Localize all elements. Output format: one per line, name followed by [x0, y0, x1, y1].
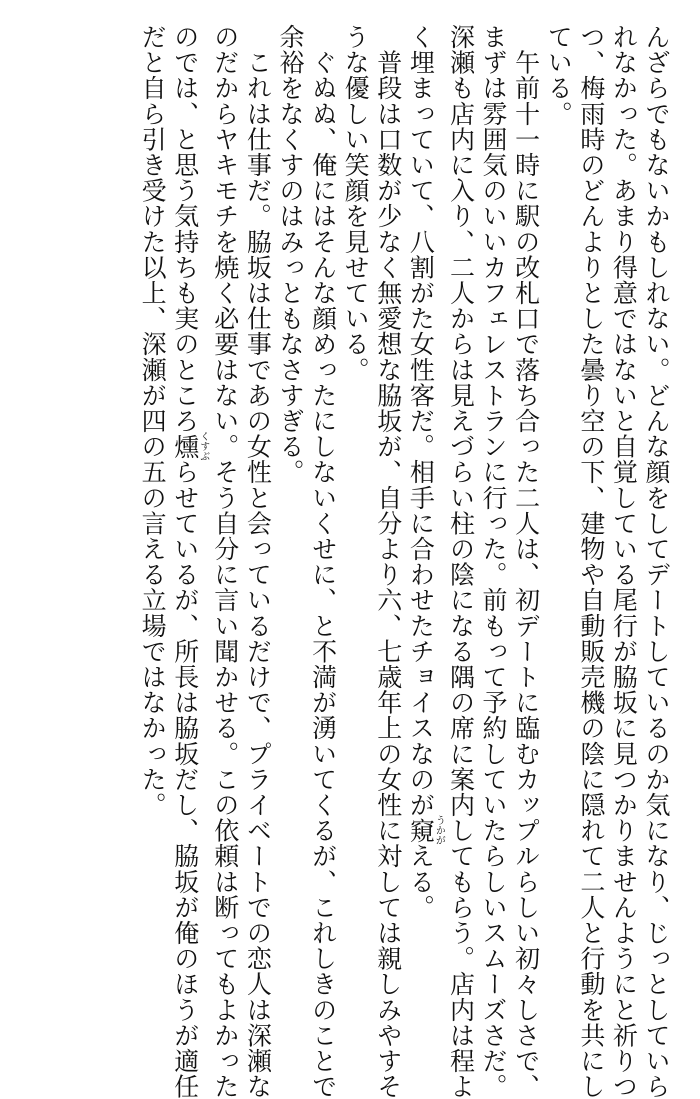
- text-line-7: 深瀬も店内に入り、二人からは見えづらい柱の陰になる隅の席に案内してもらう。店内は程よ: [446, 24, 476, 1099]
- text-line-10: うな優しい笑顔を見せている。: [341, 24, 371, 383]
- text-line-9: 普段は口数が少なく無愛想な脇坂が、自分より六、七歳年上の女性に対しては親しみやすそ: [373, 24, 403, 1099]
- ruby-reading: うかが: [433, 815, 445, 846]
- ruby-reading-2: くすぶ: [197, 431, 209, 462]
- text-line-15: [168, 24, 209, 1099]
- text-line-11: ぐぬぬ、俺にはそんな顔めったにしないくせに、と不満が湧いてくるが、これしきのことで: [308, 24, 338, 1099]
- ruby-base: 窺: [406, 815, 436, 846]
- text-line-3: つ、梅雨時のどんよりとした曇り空の下、建物や自動販売機の陰に隠れて二人と行動を共にし: [576, 24, 606, 1099]
- text-line-12: 余裕をなくすのはみっともなさすぎる。: [275, 24, 305, 485]
- text-line-8-head: く埋まっていて、八割がた女性客だ。相手に合わせたチョイスなのが: [406, 24, 436, 818]
- text-line-2: れなかった。あまり得意ではないと自覚している尾行が脇坂に見つかりませんようにと祈りつ: [609, 24, 639, 1099]
- furigana-ruby: [406, 815, 445, 846]
- text-line-15-head: のでは、と思う気持ちも実のところ: [170, 24, 200, 434]
- text-line-5: 午前十一時に駅の改札口で落ち合った二人は、初デートに臨むカップルらしい初々しさで、: [511, 24, 541, 1099]
- text-line-4: ている。: [544, 24, 574, 127]
- text-line-14: のだからヤキモチを焼く必要はない。そう自分に言い聞かせる。この依頼は断ってもよかった: [210, 24, 240, 1099]
- ruby-base-2: 燻: [170, 431, 200, 462]
- text-line-8: [404, 24, 444, 999]
- text-line-15-tail: らせているが、所長は脇坂だし、脇坂が俺のほうが適任: [170, 459, 200, 1099]
- text-line-13: これは仕事だ。脇坂は仕事であの女性と会っているだけで、プライベートでの恋人は深瀬な: [243, 24, 273, 1099]
- text-line-6: まずは雰囲気のいいカフェレストランに行った。前もって予約していたらしいスムーズさだ。: [479, 24, 509, 1099]
- text-line-8-tail: える。: [406, 843, 436, 921]
- text-line-16: だと自ら引き受けた以上、深瀬が四の五の言える立場ではなかった。: [138, 24, 168, 818]
- text-line-1: んざらでもないかもしれない。どんな顔をしてデートしているのか気になり、じっとしていら: [642, 24, 671, 1099]
- vertical-text-block: [136, 24, 673, 1099]
- furigana-ruby-2: [170, 431, 209, 462]
